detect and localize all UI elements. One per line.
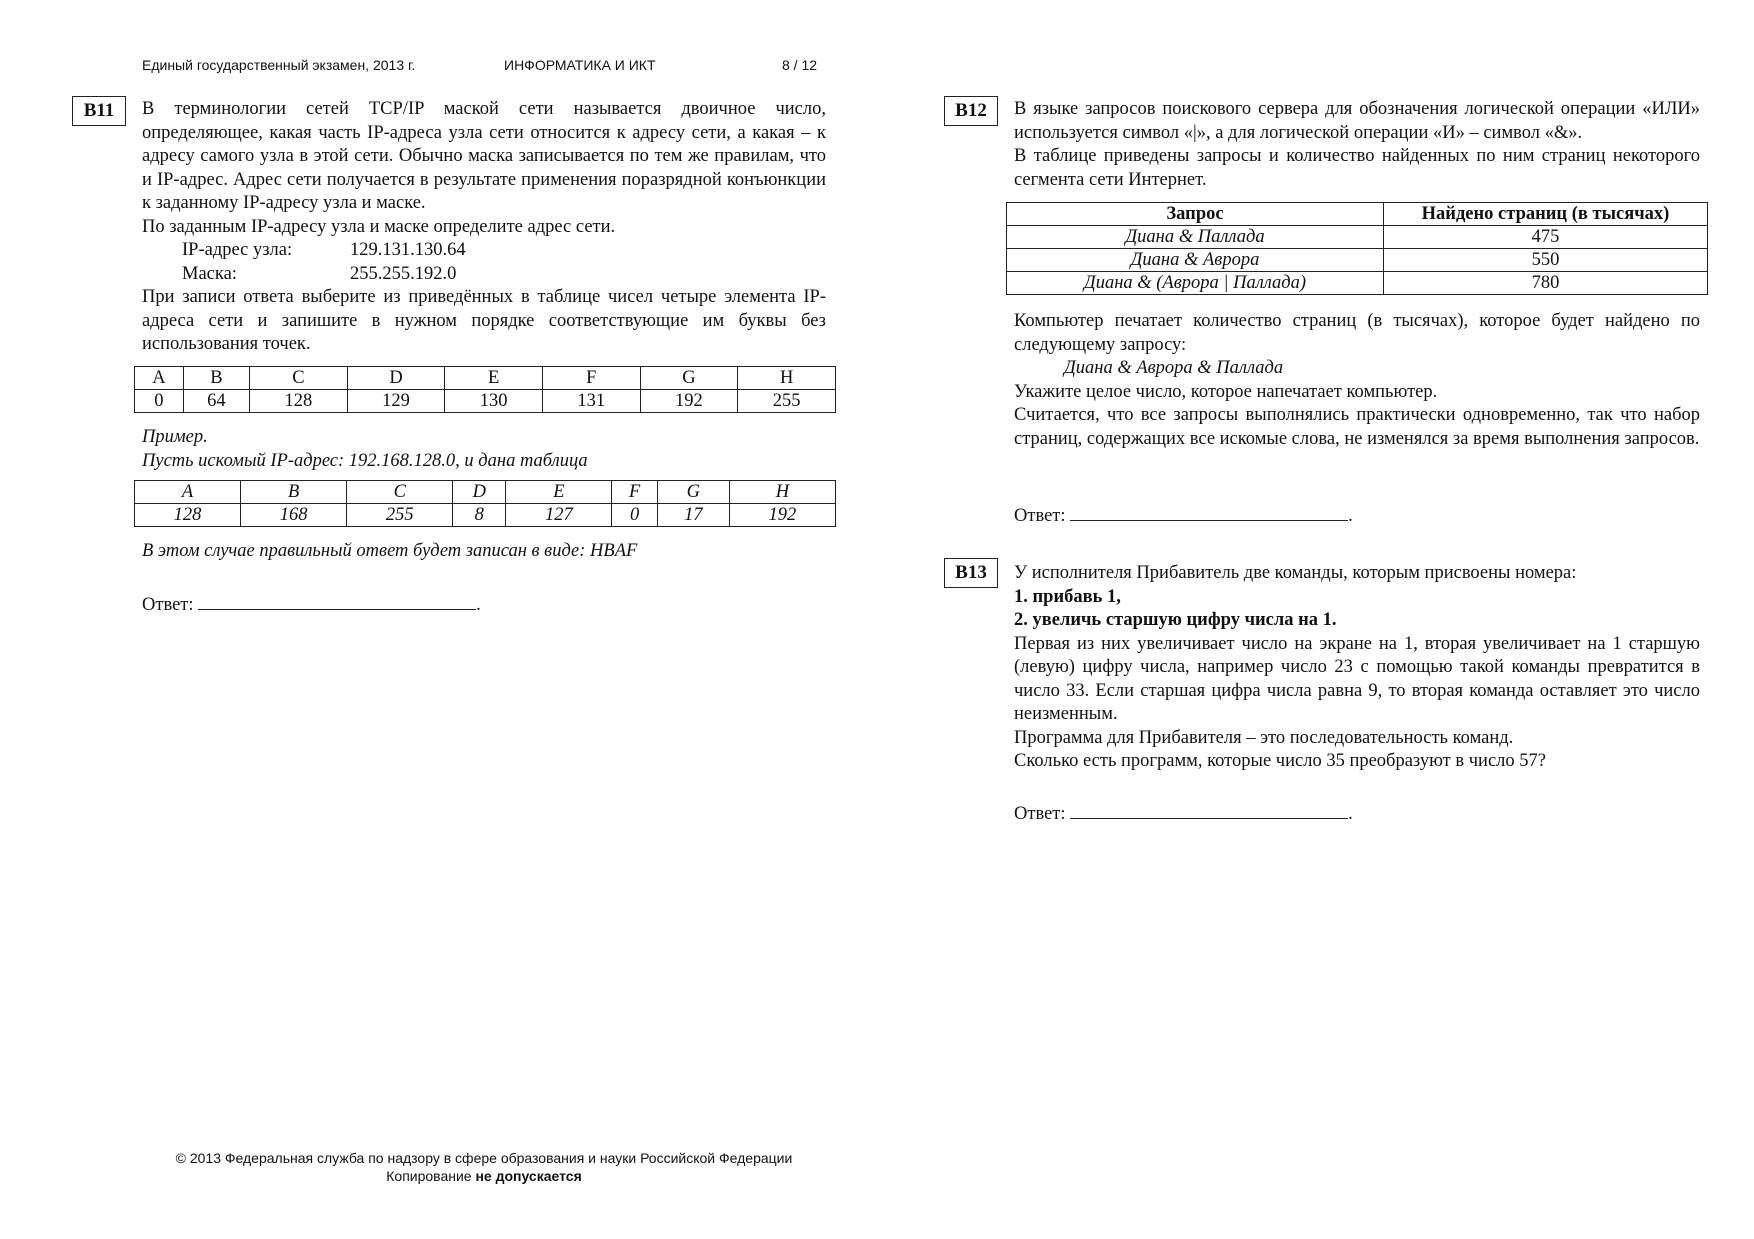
b12-intro: В языке запросов поискового сервера для обозначения логической операции «ИЛИ» используется символ «|», а для логической операции «И» – символ «&».	[1014, 99, 1700, 143]
b11-table-value-cell: 64	[183, 390, 249, 413]
b12-intro2: В таблице приведены запросы и количество найденных по ним страниц некоторого сегмента сети Интернет.	[1014, 146, 1700, 190]
b11-answer-label: Ответ:	[142, 595, 194, 615]
b12-instruction: Укажите целое число, которое напечатает компьютер.	[1014, 381, 1438, 402]
b11-example-value-cell: 128	[135, 504, 241, 527]
b11-ip-value: 129.131.130.64	[350, 240, 466, 260]
b12-note: Считается, что все запросы выполнялись практически одновременно, так что набор страниц, содержащих все искомые слова, не изменялся за время выполнения запросов.	[1014, 405, 1700, 449]
b13-intro: У исполнителя Прибавитель две команды, которым присвоены номера:	[1014, 563, 1577, 583]
question-label-b11: B11	[72, 96, 126, 126]
b11-table-header-cell: E	[445, 367, 543, 390]
b12-row-found: 780	[1384, 272, 1708, 295]
b11-example-header-cell: G	[657, 481, 729, 504]
b13-answer-label: Ответ:	[1014, 804, 1066, 824]
b13-question: Сколько есть программ, которые число 35 преобразуют в число 57?	[1014, 751, 1546, 771]
b12-row-found: 550	[1384, 249, 1708, 272]
b11-table-header-cell: A	[135, 367, 184, 390]
b11-table-value-cell: 130	[445, 390, 543, 413]
b11-table	[134, 366, 836, 413]
b11-task: По заданным IP-адресу узла и маске определите адрес сети.	[142, 216, 616, 237]
b11-table-header-cell: H	[738, 367, 836, 390]
b11-example-value-cell: 255	[347, 504, 453, 527]
b11-intro: В терминологии сетей TCP/IP маской сети называется двоичное число, определяющее, какая часть IP-адреса узла сети относится к адресу сети, а какая – к адресу самого узла в этой сети. Обычно маска записывается по тем же правилам, что и IP-адрес. Адрес сети получается в результате применения поразрядной конъюнкции к заданному IP-адресу узла и маске.	[142, 99, 826, 213]
b12-row-found: 475	[1384, 226, 1708, 249]
b11-mask-row	[142, 263, 826, 287]
b11-example-header-cell: D	[453, 481, 506, 504]
b11-example-header-row	[135, 481, 836, 504]
b12-answer-label: Ответ:	[1014, 506, 1066, 526]
b11-example-title: Пример.	[142, 427, 208, 447]
b11-ip-row	[142, 239, 826, 263]
b11-example-value-cell: 168	[241, 504, 347, 527]
b11-example-value-cell: 0	[612, 504, 657, 527]
header-page-number: 8 / 12	[782, 57, 818, 73]
b11-example-value-cell: 127	[506, 504, 612, 527]
table-row	[1007, 249, 1708, 272]
b11-table-value-row	[135, 390, 836, 413]
b11-example-value-cell: 17	[657, 504, 729, 527]
footer-copyright: © 2013 Федеральная служба по надзору в сфере образования и науки Российской Федерации	[175, 1150, 793, 1166]
b11-text-block	[142, 98, 826, 357]
b13-answer-row: Ответ: .	[1014, 800, 1353, 827]
footer-copy-prefix: Копирование	[386, 1168, 476, 1184]
footer-copy-notice	[142, 1168, 826, 1184]
b12-row-query: Диана & Паллада	[1007, 226, 1384, 249]
b11-example-text: Пусть искомый IP-адрес: 192.168.128.0, и дана таблица	[142, 451, 588, 471]
b11-example-header-cell: E	[506, 481, 612, 504]
b12-query-table	[1006, 202, 1708, 295]
table-row	[1007, 226, 1708, 249]
b12-query: Диана & Аврора & Паллада	[1064, 358, 1284, 378]
b11-example-table	[134, 480, 836, 527]
b12-text-block	[1014, 98, 1700, 192]
b12-question-block	[1014, 310, 1700, 451]
b12-table-header-row	[1007, 203, 1708, 226]
b13-command-1: 1. прибавь 1,	[1014, 586, 1121, 607]
b11-example-result: В этом случае правильный ответ будет записан в виде: HBAF	[142, 541, 638, 561]
b11-answer-row: Ответ: .	[142, 591, 481, 618]
b12-answer-row: Ответ: .	[1014, 502, 1353, 529]
b11-example-value-cell: 8	[453, 504, 506, 527]
b11-table-value-cell: 192	[640, 390, 738, 413]
b11-example-value-row	[135, 504, 836, 527]
b11-mask-value: 255.255.192.0	[350, 263, 457, 284]
b11-table-header-row	[135, 367, 836, 390]
b11-example-header-cell: A	[135, 481, 241, 504]
question-label-b12: B12	[944, 96, 998, 126]
b12-answer-field[interactable]	[1070, 502, 1348, 521]
b12-row-query: Диана & (Аврора | Паллада)	[1007, 272, 1384, 295]
b11-table-value-cell: 128	[250, 390, 348, 413]
b11-table-value-cell: 129	[347, 390, 445, 413]
b11-table-header-cell: D	[347, 367, 445, 390]
b12-question: Компьютер печатает количество страниц (в тысячах), которое будет найдено по следующему запросу:	[1014, 311, 1700, 355]
b11-answer-field[interactable]	[198, 591, 476, 610]
b11-table-header-cell: G	[640, 367, 738, 390]
b11-table-value-cell: 131	[542, 390, 640, 413]
b11-table-header-cell: F	[542, 367, 640, 390]
footer-copy-bold: не допускается	[475, 1168, 582, 1184]
b11-example-value-cell: 192	[729, 504, 835, 527]
header-subject: ИНФОРМАТИКА И ИКТ	[504, 57, 656, 73]
b11-example-header-cell: C	[347, 481, 453, 504]
b12-col-found: Найдено страниц (в тысячах)	[1384, 203, 1708, 226]
b13-program-def: Программа для Прибавителя – это последовательность команд.	[1014, 727, 1514, 748]
b13-text-block	[1014, 562, 1700, 774]
b11-example-header-cell: F	[612, 481, 657, 504]
b11-table-header-cell: C	[250, 367, 348, 390]
b13-description: Первая из них увеличивает число на экране на 1, вторая увеличивает на 1 старшую (левую) цифру числа, например число 23 с помощью такой команды превратится в число 33. Если старшая цифра числа равна 9, то вторая команда оставляет это число неизменным.	[1014, 633, 1700, 724]
b11-table-value-cell: 0	[135, 390, 184, 413]
b11-instruction: При записи ответа выберите из приведённых в таблице чисел четыре элемента IP-адреса сети и запишите в нужном порядке соответствующие им буквы без использования точек.	[142, 287, 826, 354]
b11-example-header-cell: H	[729, 481, 835, 504]
b12-row-query: Диана & Аврора	[1007, 249, 1384, 272]
b11-ip-label: IP-адрес узла:	[182, 240, 293, 260]
header-exam-title: Единый государственный экзамен, 2013 г.	[142, 57, 416, 73]
b11-mask-label: Маска:	[182, 263, 237, 284]
b11-example-header-cell: B	[241, 481, 347, 504]
b12-col-query: Запрос	[1007, 203, 1384, 226]
table-row	[1007, 272, 1708, 295]
b11-table-value-cell: 255	[738, 390, 836, 413]
b13-answer-field[interactable]	[1070, 800, 1348, 819]
b11-table-header-cell: B	[183, 367, 249, 390]
b13-command-2: 2. увеличь старшую цифру числа на 1.	[1014, 610, 1337, 630]
question-label-b13: B13	[944, 558, 998, 588]
